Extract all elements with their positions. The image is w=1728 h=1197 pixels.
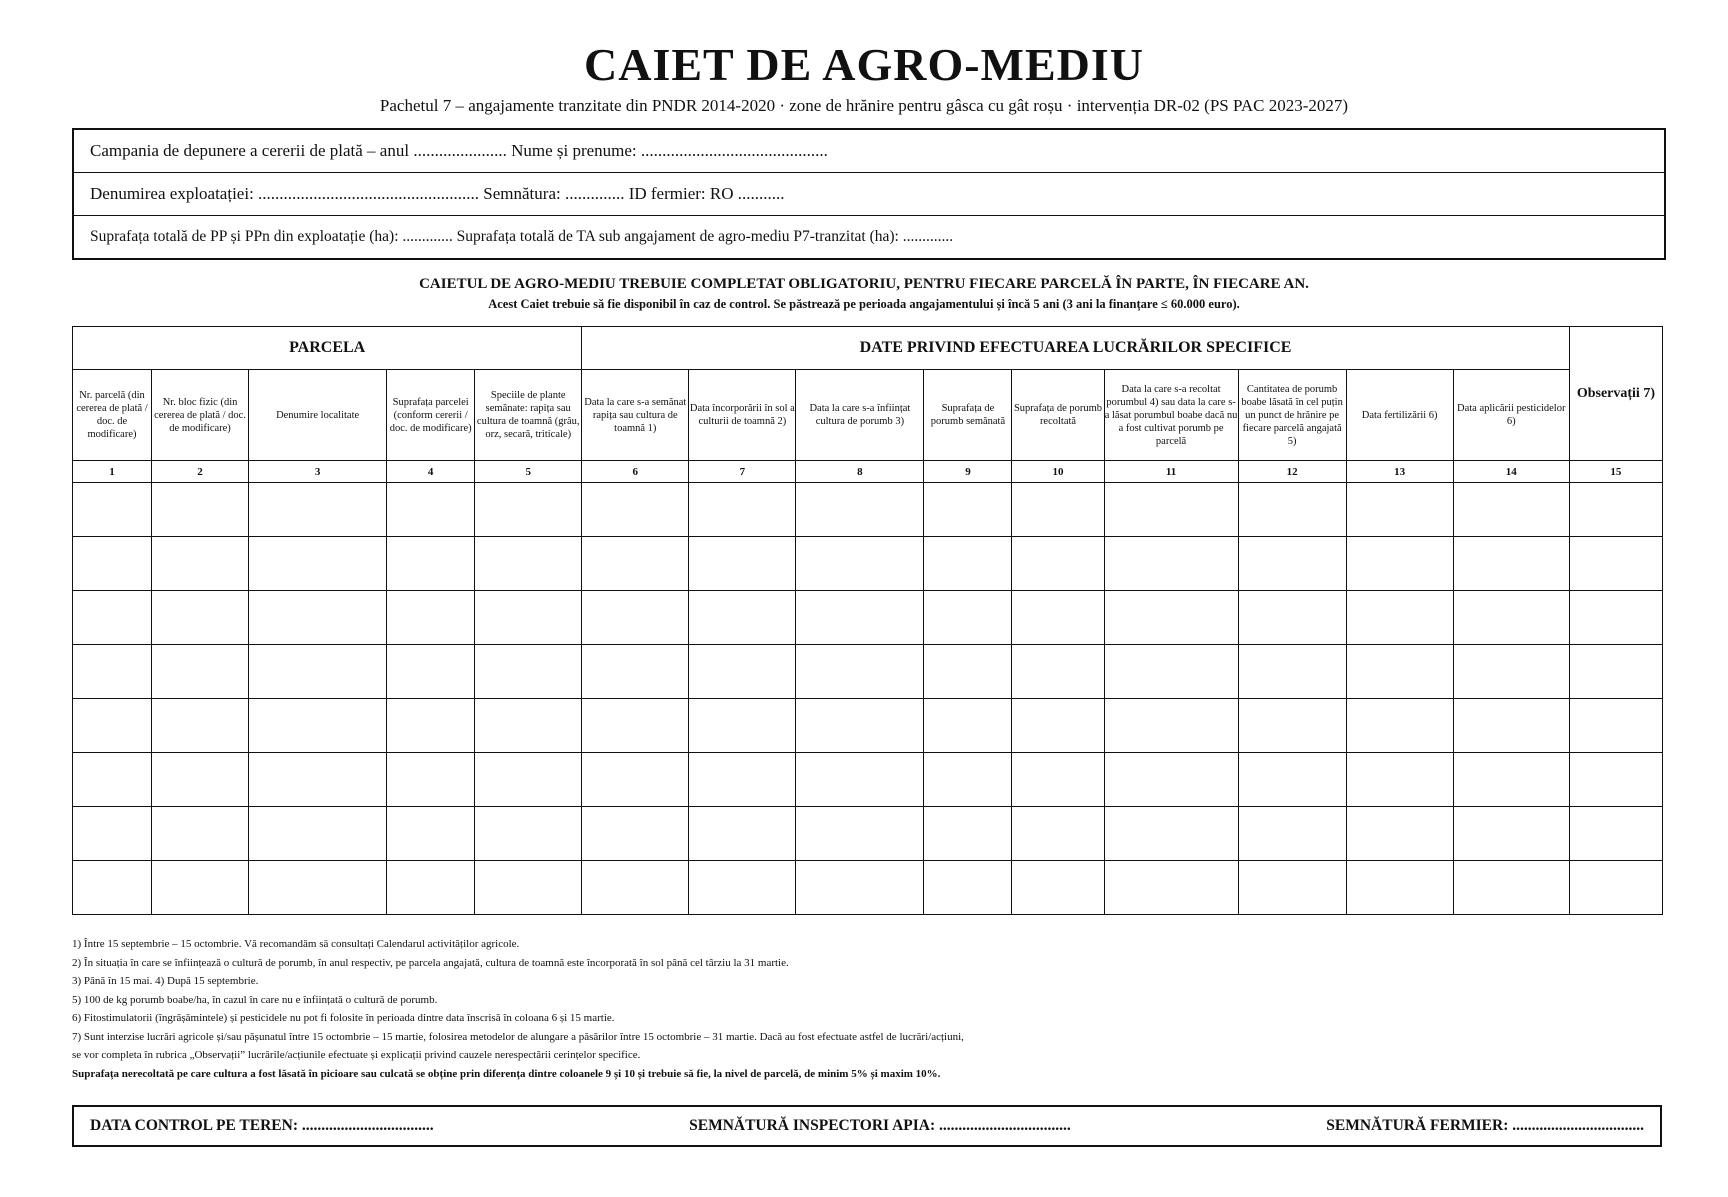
group-header-date-lucrari: DATE PRIVIND EFECTUAREA LUCRĂRILOR SPECIFICE: [582, 327, 1570, 370]
table-cell[interactable]: [1238, 807, 1346, 861]
table-cell[interactable]: [1238, 699, 1346, 753]
column-header: Data aplicării pesticidelor 6): [1453, 370, 1569, 461]
footnote: se vor completa în rubrica „Observații” lucrările/acțiunile efectuate și explicații privind cauzele nerespectării cerințelor specifice.: [72, 1049, 641, 1061]
table-cell[interactable]: [1238, 645, 1346, 699]
table-cell[interactable]: [1569, 861, 1662, 915]
column-number: 1: [73, 461, 152, 483]
footnotes: [72, 935, 1572, 1083]
table-cell[interactable]: [1238, 861, 1346, 915]
column-header: Data la care s-a înființat cultura de porumb 3): [796, 370, 924, 461]
table-cell[interactable]: [582, 699, 689, 753]
table-cell[interactable]: [582, 591, 689, 645]
table-cell[interactable]: [1453, 861, 1569, 915]
table-cell[interactable]: [689, 537, 796, 591]
table-cell[interactable]: [73, 699, 152, 753]
table-row: [73, 807, 1663, 861]
table-cell[interactable]: [1012, 861, 1104, 915]
table-cell[interactable]: [475, 699, 582, 753]
table-cell[interactable]: [475, 645, 582, 699]
table-cell[interactable]: [1346, 807, 1453, 861]
table-cell[interactable]: [1569, 699, 1662, 753]
column-number: 4: [387, 461, 475, 483]
inspector-signature-field[interactable]: SEMNĂTURĂ INSPECTORI APIA: ..................................: [689, 1117, 1071, 1134]
table-cell[interactable]: [689, 645, 796, 699]
table-cell[interactable]: [582, 537, 689, 591]
table-cell[interactable]: [924, 699, 1012, 753]
table-cell[interactable]: [924, 753, 1012, 807]
table-cell[interactable]: [475, 537, 582, 591]
table-cell[interactable]: [796, 699, 924, 753]
surface-totals-field[interactable]: Suprafața totală de PP și PPn din exploatație (ha): ............. Suprafața totală de TA sub angajament de agro-mediu P7-tranzitat (ha): .............: [90, 228, 954, 245]
table-cell[interactable]: [1453, 807, 1569, 861]
column-header: Suprafața parcelei (conform cererii / doc. de modificare): [387, 370, 475, 461]
table-cell[interactable]: [387, 807, 475, 861]
table-row: [73, 645, 1663, 699]
column-number: 8: [796, 461, 924, 483]
table-cell[interactable]: [1104, 483, 1238, 537]
column-number-row: [73, 461, 1663, 483]
table-row: [73, 591, 1663, 645]
column-header: Suprafața de porumb semănată: [924, 370, 1012, 461]
table-cell[interactable]: [475, 861, 582, 915]
table-cell[interactable]: [387, 591, 475, 645]
table-cell[interactable]: [249, 645, 387, 699]
table-cell[interactable]: [73, 861, 152, 915]
table-cell[interactable]: [249, 807, 387, 861]
table-cell[interactable]: [582, 483, 689, 537]
table-cell[interactable]: [1569, 591, 1662, 645]
footnote-bold: Suprafața nerecoltată pe care cultura a fost lăsată în picioare sau culcată se obține prin diferența dintre coloanele 9 și 10 și trebuie să fie, la nivel de parcelă, de minim 5% și maxim 10%.: [72, 1067, 941, 1080]
table-cell[interactable]: [475, 591, 582, 645]
column-number: 13: [1346, 461, 1453, 483]
footnote: 1) Între 15 septembrie – 15 octombrie. Vă recomandăm să consultați Calendarul activităților agricole.: [72, 938, 520, 950]
table-cell[interactable]: [475, 753, 582, 807]
campaign-name-field[interactable]: Campania de depunere a cererii de plată – anul ...................... Nume și prenume: ............................................: [74, 130, 1664, 173]
table-cell[interactable]: [924, 591, 1012, 645]
footnote: 7) Sunt interzise lucrări agricole și/sau pășunatul între 15 octombrie – 15 martie, folosirea metodelor de alungare a păsărilor între 15 octombrie – 31 martie. Dacă au fost efectuate astfel de lucrări/acțiuni,: [72, 1030, 964, 1043]
footnote: 3) Până în 15 mai. 4) După 15 septembrie.: [72, 975, 259, 987]
table-cell[interactable]: [152, 537, 249, 591]
column-header: Data fertilizării 6): [1346, 370, 1453, 461]
column-number: 5: [475, 461, 582, 483]
column-header: Data la care s-a semănat rapița sau cultura de toamnă 1): [582, 370, 689, 461]
table-cell[interactable]: [249, 861, 387, 915]
table-cell[interactable]: [1346, 591, 1453, 645]
table-row: [73, 699, 1663, 753]
table-cell[interactable]: [152, 807, 249, 861]
empty-rows: [73, 483, 1663, 915]
column-header: Data încorporării în sol a culturii de toamnă 2): [689, 370, 796, 461]
table-cell[interactable]: [1569, 645, 1662, 699]
table-cell[interactable]: [1104, 591, 1238, 645]
table-cell[interactable]: [924, 645, 1012, 699]
table-row: [73, 753, 1663, 807]
table-cell[interactable]: [1346, 861, 1453, 915]
table-cell[interactable]: [796, 591, 924, 645]
table-cell[interactable]: [1238, 483, 1346, 537]
table-cell[interactable]: [1453, 537, 1569, 591]
table-cell[interactable]: [689, 591, 796, 645]
table-cell[interactable]: [1012, 807, 1104, 861]
farmer-signature-field[interactable]: SEMNĂTURĂ FERMIER: ..................................: [1326, 1117, 1644, 1134]
table-cell[interactable]: [1012, 753, 1104, 807]
table-cell[interactable]: [387, 699, 475, 753]
farm-signature-id-field[interactable]: Denumirea exploatației: .................................................... Semnătura: .............. ID fermier: RO ...........: [74, 173, 1664, 216]
table-cell[interactable]: [152, 699, 249, 753]
table-cell[interactable]: [475, 807, 582, 861]
table-cell[interactable]: [387, 537, 475, 591]
table-cell[interactable]: [73, 591, 152, 645]
table-cell[interactable]: [582, 807, 689, 861]
table-cell[interactable]: [689, 807, 796, 861]
table-cell[interactable]: [249, 699, 387, 753]
table-cell[interactable]: [1569, 537, 1662, 591]
table-cell[interactable]: [796, 645, 924, 699]
table-cell[interactable]: [73, 645, 152, 699]
table-cell[interactable]: [1012, 483, 1104, 537]
table-cell[interactable]: [1346, 537, 1453, 591]
table-cell[interactable]: [152, 591, 249, 645]
control-date-field[interactable]: DATA CONTROL PE TEREN: ..................................: [90, 1117, 434, 1134]
table-cell[interactable]: [152, 861, 249, 915]
table-cell[interactable]: [796, 483, 924, 537]
column-number: 2: [152, 461, 249, 483]
table-cell[interactable]: [1453, 699, 1569, 753]
retention-notice: Acest Caiet trebuie să fie disponibil în caz de control. Se păstrează pe perioada angajamentului și încă 5 ani (3 ani la finanțare ≤ 60.000 euro).: [488, 297, 1240, 311]
table-cell[interactable]: [1346, 753, 1453, 807]
table-cell[interactable]: [1104, 699, 1238, 753]
table-cell[interactable]: [1453, 483, 1569, 537]
table-cell[interactable]: [73, 537, 152, 591]
page-subtitle: Pachetul 7 – angajamente tranzitate din PNDR 2014-2020 · zone de hrănire pentru gâsca cu gât roșu · intervenția DR-02 (PS PAC 2023-2027): [379, 96, 1349, 115]
table-cell[interactable]: [1012, 699, 1104, 753]
table-cell[interactable]: [796, 537, 924, 591]
column-number: 3: [249, 461, 387, 483]
table-cell[interactable]: [152, 645, 249, 699]
table-cell[interactable]: [1104, 537, 1238, 591]
table-cell[interactable]: [1569, 807, 1662, 861]
column-number: 9: [924, 461, 1012, 483]
column-number: 7: [689, 461, 796, 483]
table-cell[interactable]: [1104, 861, 1238, 915]
column-number: 14: [1453, 461, 1569, 483]
column-header: Denumire localitate: [249, 370, 387, 461]
table-cell[interactable]: [1453, 645, 1569, 699]
table-cell[interactable]: [924, 807, 1012, 861]
table-cell[interactable]: [582, 645, 689, 699]
column-header: Speciile de plante semănate: rapița sau cultura de toamnă (grâu, orz, secară, triticale): [475, 370, 582, 461]
table-cell[interactable]: [387, 753, 475, 807]
footnote: 2) În situația în care se înființează o cultură de porumb, în anul respectiv, pe parcela angajată, cultura de toamnă este încorporată în sol până cel târziu la 31 martie.: [72, 956, 789, 969]
column-number: 6: [582, 461, 689, 483]
table-cell[interactable]: [1012, 645, 1104, 699]
table-cell[interactable]: [924, 537, 1012, 591]
table-cell[interactable]: [249, 753, 387, 807]
table-cell[interactable]: [1453, 591, 1569, 645]
column-header: Cantitatea de porumb boabe lăsată în cel puțin un punct de hrănire pe fiecare parcelă angajată 5): [1238, 370, 1346, 461]
farmer-info-box: [72, 128, 1666, 260]
column-number: 15: [1569, 461, 1662, 483]
table-cell[interactable]: [387, 645, 475, 699]
table-cell[interactable]: [796, 861, 924, 915]
table-cell[interactable]: [1104, 807, 1238, 861]
table-cell[interactable]: [73, 807, 152, 861]
table-cell[interactable]: [152, 753, 249, 807]
table-cell[interactable]: [1346, 699, 1453, 753]
table-cell[interactable]: [1104, 645, 1238, 699]
table-cell[interactable]: [387, 861, 475, 915]
table-cell[interactable]: [249, 537, 387, 591]
table-cell[interactable]: [689, 753, 796, 807]
table-cell[interactable]: [73, 753, 152, 807]
table-cell[interactable]: [1453, 753, 1569, 807]
table-row: [73, 537, 1663, 591]
footnote: 5) 100 de kg porumb boabe/ha, în cazul în care nu e înființată o cultură de porumb.: [72, 993, 438, 1006]
table-cell[interactable]: [1346, 645, 1453, 699]
table-cell[interactable]: [1012, 537, 1104, 591]
column-header: Data la care s-a recoltat porumbul 4) sau data la care s-a lăsat porumbul boabe dacă nu a fost cultivat porumb pe parcelă: [1104, 370, 1238, 461]
table-row: [73, 861, 1663, 915]
table-cell[interactable]: [796, 753, 924, 807]
table-cell[interactable]: [1238, 537, 1346, 591]
table-cell[interactable]: [689, 699, 796, 753]
table-cell[interactable]: [1238, 753, 1346, 807]
column-number: 10: [1012, 461, 1104, 483]
table-row: [73, 483, 1663, 537]
table-cell[interactable]: [249, 591, 387, 645]
table-cell[interactable]: [249, 483, 387, 537]
table-cell[interactable]: [1346, 483, 1453, 537]
column-header: Suprafața de porumb recoltată: [1012, 370, 1104, 461]
table-cell[interactable]: [582, 753, 689, 807]
table-cell[interactable]: [582, 861, 689, 915]
table-cell[interactable]: [1569, 753, 1662, 807]
signature-box: [72, 1105, 1662, 1147]
table-cell[interactable]: [924, 483, 1012, 537]
table-cell[interactable]: [1569, 483, 1662, 537]
page-title: CAIET DE AGRO-MEDIU: [584, 39, 1144, 90]
table-cell[interactable]: [689, 861, 796, 915]
footnote: 6) Fitostimulatorii (îngrășămintele) și pesticidele nu pot fi folosite în perioada dintre data înscrisă în coloana 6 și 15 martie.: [72, 1012, 615, 1024]
table-cell[interactable]: [475, 483, 582, 537]
records-table: [72, 326, 1663, 915]
table-cell[interactable]: [1104, 753, 1238, 807]
column-header: Nr. bloc fizic (din cererea de plată / doc. de modificare): [152, 370, 249, 461]
table-cell[interactable]: [689, 483, 796, 537]
table-cell[interactable]: [1238, 591, 1346, 645]
group-header-parcela: PARCELA: [73, 327, 582, 370]
column-number: 12: [1238, 461, 1346, 483]
column-header: Nr. parcelă (din cererea de plată / doc. de modificare): [73, 370, 152, 461]
table-cell[interactable]: [796, 807, 924, 861]
table-cell[interactable]: [924, 861, 1012, 915]
mandatory-notice: CAIETUL DE AGRO-MEDIU TREBUIE COMPLETAT OBLIGATORIU, PENTRU FIECARE PARCELĂ ÎN PARTE, ÎN FIECARE AN.: [419, 276, 1309, 292]
table-cell[interactable]: [387, 483, 475, 537]
column-number: 11: [1104, 461, 1238, 483]
group-header-observatii: Observații 7): [1569, 327, 1662, 461]
table-cell[interactable]: [1012, 591, 1104, 645]
table-cell[interactable]: [152, 483, 249, 537]
table-cell[interactable]: [73, 483, 152, 537]
